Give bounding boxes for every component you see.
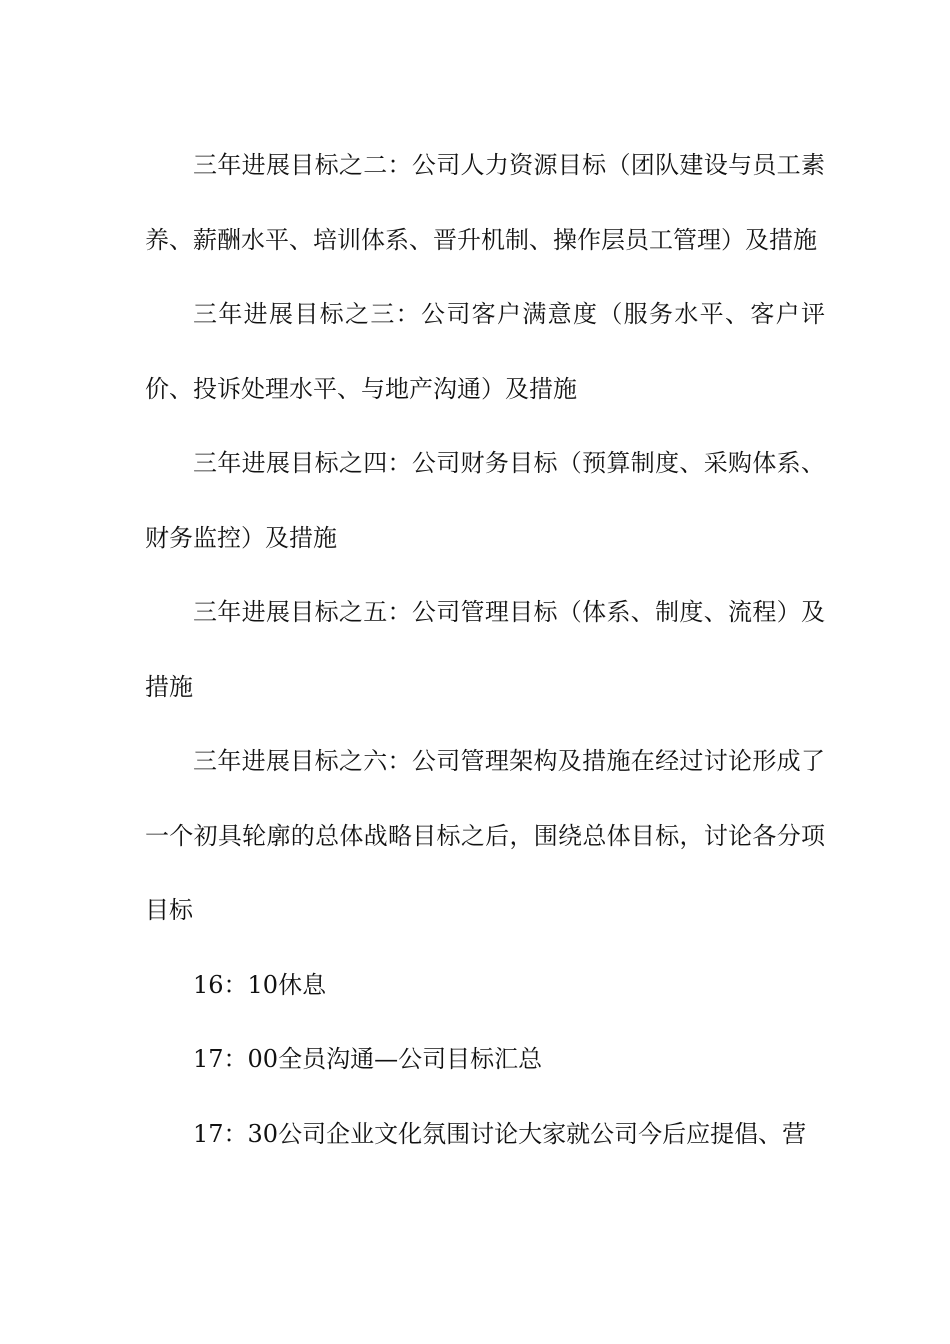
paragraph-goal-2: 三年进展目标之二：公司人力资源目标（团队建设与员工素养、薪酬水平、培训体系、晋升机制、操作层员工管理）及措施	[145, 151, 825, 254]
paragraph-goal-3: 三年进展目标之三：公司客户满意度（服务水平、客户评价、投诉处理水平、与地产沟通）及措施	[145, 300, 825, 403]
schedule-item-communication: 17：00全员沟通—公司目标汇总	[193, 1045, 543, 1073]
document-body	[145, 128, 825, 1171]
paragraph-goal-6: 三年进展目标之六：公司管理架构及措施在经过讨论形成了一个初具轮廓的总体战略目标之后，围绕总体目标，讨论各分项目标	[145, 747, 825, 924]
paragraph-goal-5: 三年进展目标之五：公司管理目标（体系、制度、流程）及措施	[145, 598, 825, 701]
paragraph-goal-4: 三年进展目标之四：公司财务目标（预算制度、采购体系、财务监控）及措施	[145, 449, 825, 552]
schedule-item-break: 16：10休息	[193, 970, 327, 999]
schedule-item-culture: 17：30公司企业文化氛围讨论大家就公司今后应提倡、营	[193, 1119, 807, 1148]
